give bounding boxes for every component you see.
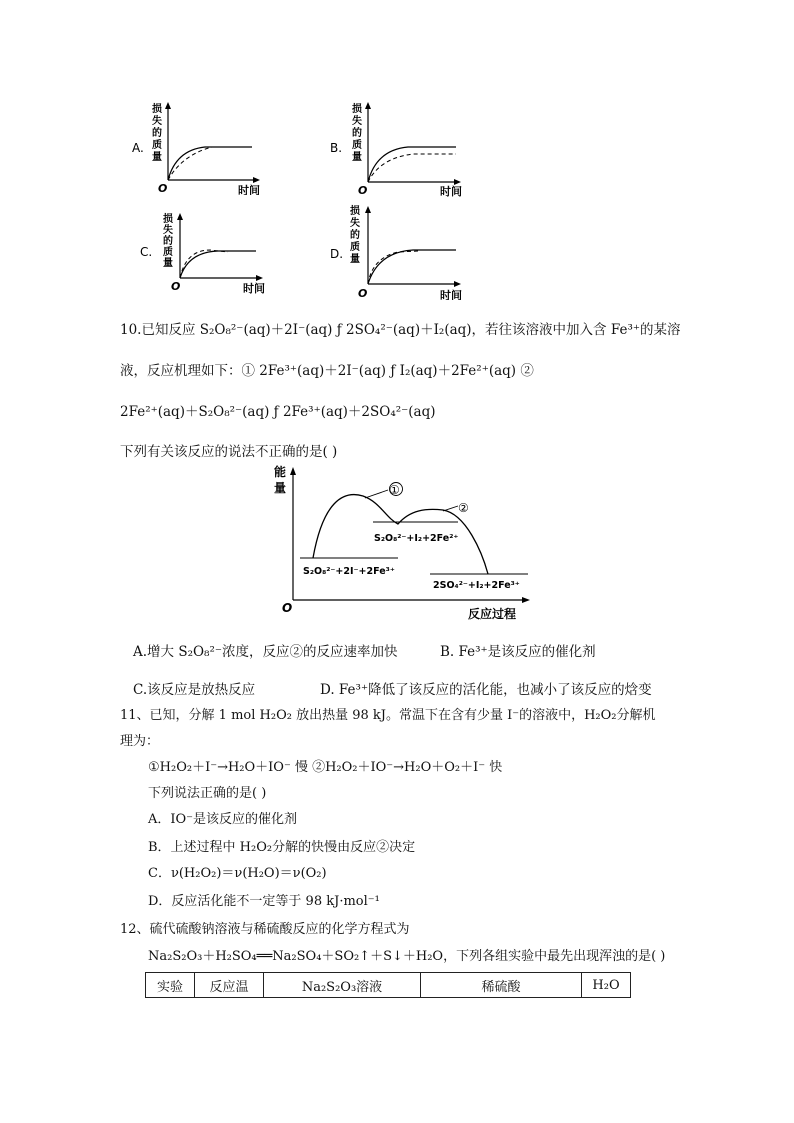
origin-label: O: [358, 184, 368, 197]
y-axis-label: 失: [350, 218, 360, 229]
y-axis-label: 质: [352, 140, 362, 151]
solid-curve: [368, 147, 456, 182]
y-axis-label: 损: [352, 104, 362, 115]
graph-c: [138, 210, 273, 295]
graph-b: [328, 100, 473, 197]
x-axis-label: 时间: [243, 282, 265, 295]
y-axis-label: 损: [152, 104, 162, 115]
graph-label: B.: [330, 141, 343, 155]
q10-option-a: A.增大 S₂O₈²⁻浓度，反应②的反应速率加快: [133, 644, 398, 660]
q11-option-d: D．反应活化能不一定等于 98 kJ·mol⁻¹: [148, 894, 380, 909]
q10-option-b: B. Fe³⁺是该反应的催化剂: [440, 644, 596, 660]
q11-stem: 下列说法正确的是( ): [148, 786, 267, 801]
solid-curve: [368, 250, 456, 284]
y-axis-label: 失: [163, 225, 173, 236]
level-mid-label: S₂O₈²⁻+I₂+2Fe²⁺: [374, 533, 459, 544]
y-axis-label: 质: [350, 242, 360, 253]
x-axis-label: 时间: [238, 184, 260, 195]
y-axis-label: 的: [352, 128, 362, 139]
q10-option-d: D. Fe³⁺降低了该反应的活化能，也减小了该反应的焓变: [320, 682, 652, 698]
q10-line3: 2Fe²⁺(aq)＋S₂O₈²⁻(aq) ƒ 2Fe³⁺(aq)＋2SO₄²⁻(aq): [120, 404, 436, 420]
y-axis-label: 量: [152, 152, 162, 163]
table-header: 实验: [146, 973, 195, 998]
q11-line1: 11、已知，分解 1 mol H₂O₂ 放出热量 98 kJ。常温下在含有少量 I⁻的溶液中，H₂O₂分解机: [120, 708, 656, 723]
table-header: Na₂S₂O₃溶液: [264, 973, 421, 998]
y-axis-label: 的: [350, 230, 360, 241]
q10-option-c: C.该反应是放热反应: [133, 682, 256, 698]
level-end-label: 2SO₄²⁻+I₂+2Fe³⁺: [433, 580, 520, 591]
x-axis-label: 时间: [440, 289, 462, 300]
peak2-label: ②: [458, 501, 469, 515]
y-axis-label: 的: [152, 128, 162, 139]
y-axis-label: 量: [352, 152, 362, 163]
q11-option-b: B．上述过程中 H₂O₂分解的快慢由反应②决定: [148, 840, 416, 855]
q11-option-c: C．ν(H₂O₂)＝ν(H₂O)＝ν(O₂): [148, 866, 327, 881]
table-header-row: [146, 973, 631, 998]
q11-option-a: A．IO⁻是该反应的催化剂: [148, 812, 298, 827]
x-axis-label: 时间: [440, 185, 462, 197]
level-start-label: S₂O₈²⁻+2I⁻+2Fe³⁺: [303, 566, 395, 577]
origin-label: O: [171, 280, 181, 293]
q10-stem: 下列有关该反应的说法不正确的是( ): [120, 444, 338, 460]
q12-line1: 12、硫代硫酸钠溶液与稀硫酸反应的化学方程式为: [120, 922, 410, 937]
graph-label: C.: [140, 245, 153, 259]
y-axis-label: 损: [350, 206, 360, 217]
y-axis-label: 失: [352, 116, 362, 127]
y-axis-label: 损: [163, 214, 173, 225]
graph-label: A.: [132, 141, 144, 155]
q10-line1: 10.已知反应 S₂O₈²⁻(aq)＋2I⁻(aq) ƒ 2SO₄²⁻(aq)＋I₂(aq)，若往该溶液中加入含 Fe³⁺的某溶: [120, 322, 681, 338]
table-header: H₂O: [582, 973, 631, 998]
q11-mechanism: ①H₂O₂＋I⁻→H₂O＋IO⁻ 慢 ②H₂O₂＋IO⁻→H₂O＋O₂＋I⁻ 快: [148, 760, 503, 775]
y-axis-label: 失: [152, 116, 162, 127]
q10-line2: 液，反应机理如下：① 2Fe³⁺(aq)＋2I⁻(aq) ƒ I₂(aq)＋2Fe²⁺(aq) ②: [120, 363, 534, 379]
origin-label: O: [158, 182, 168, 195]
graph-a: [130, 100, 270, 195]
table-header: 反应温: [195, 973, 264, 998]
origin-label: O: [358, 287, 368, 300]
energy-diagram: [268, 462, 538, 622]
y-axis-label: 能: [274, 465, 287, 479]
q12-line2: Na₂S₂O₃＋H₂SO₄══Na₂SO₄＋SO₂↑＋S↓＋H₂O，下列各组实验中最先出现浑浊的是( ): [148, 949, 666, 964]
y-axis-label: 量: [350, 254, 360, 265]
y-axis-label: 质: [163, 247, 173, 258]
q11-line2: 理为：: [120, 734, 160, 749]
x-axis-label: 反应过程: [468, 607, 517, 621]
y-axis-label: 质: [152, 140, 162, 151]
y-axis-label: 量: [163, 258, 173, 269]
y-axis-label: 量: [274, 481, 287, 495]
y-axis-label: 的: [163, 236, 173, 247]
peak1-label: ①: [389, 483, 400, 497]
table-header: 稀硫酸: [421, 973, 582, 998]
solid-curve: [180, 251, 256, 278]
solid-curve: [168, 147, 252, 180]
graph-label: D.: [330, 247, 344, 261]
experiment-table: [145, 972, 631, 998]
graph-d: [328, 202, 473, 300]
origin-label: O: [282, 601, 293, 615]
